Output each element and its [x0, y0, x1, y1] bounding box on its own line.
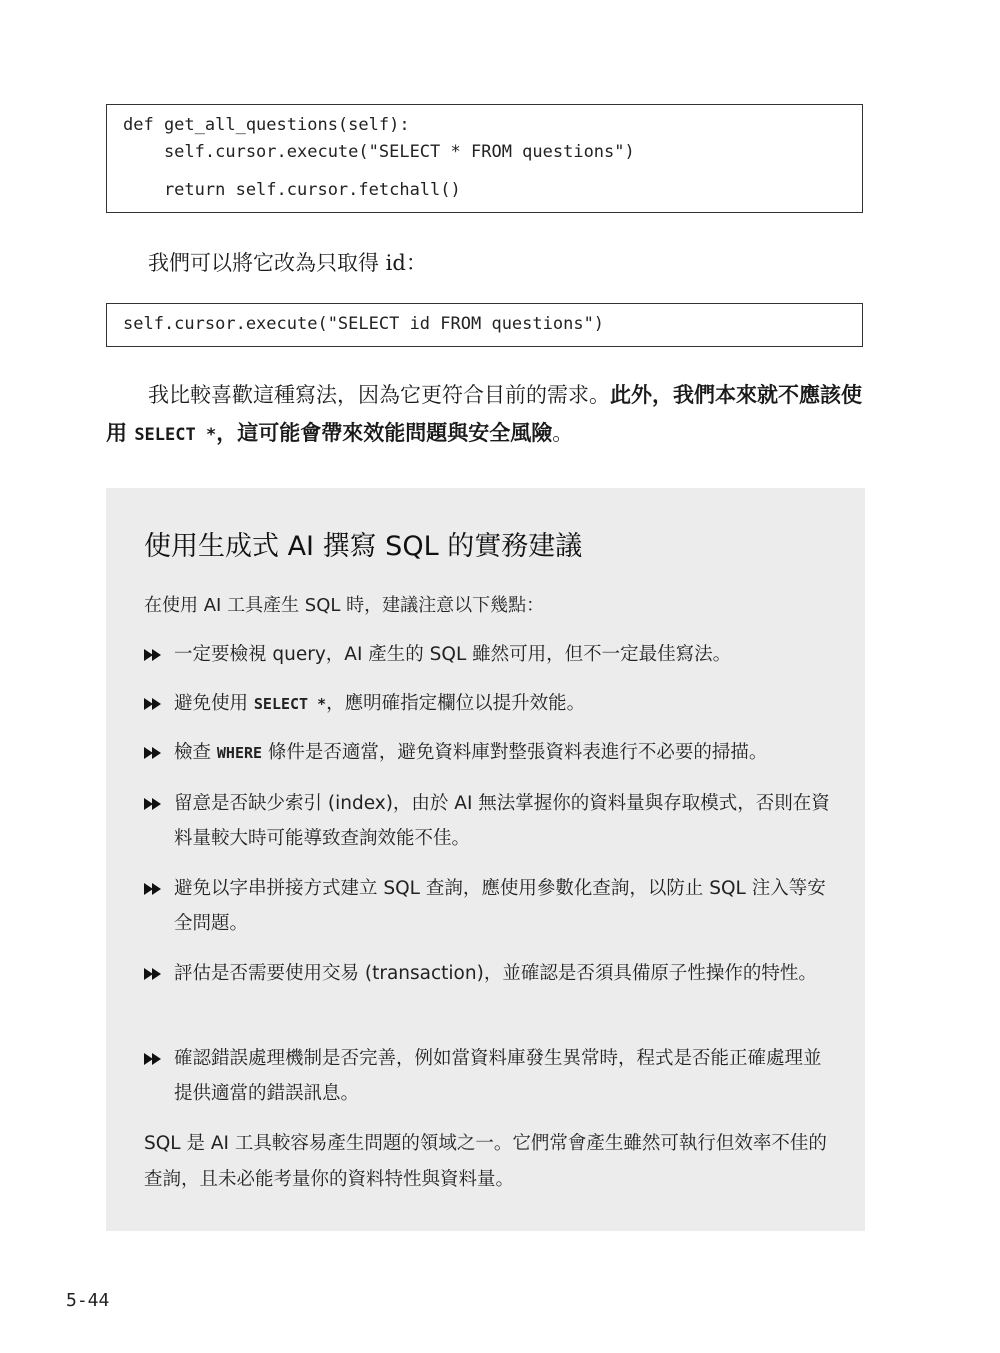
- inline-code: SELECT *: [253, 695, 327, 713]
- paragraph-bold-text: 此外，我們本來就不應該使用: [106, 382, 862, 445]
- list-item-text: 避免以字串拼接方式建立 SQL 查詢，應使用參數化查詢，以防止 SQL 注入等安全問題。: [174, 878, 826, 934]
- paragraph-normal-text: 我比較喜歡這種寫法，因為它更符合目前的需求。: [148, 383, 610, 407]
- paragraph-preference: [106, 376, 866, 454]
- double-arrow-icon: [144, 882, 164, 896]
- sidebar-conclusion: SQL 是 AI 工具較容易產生問題的領域之一。它們常會產生雖然可執行但效率不佳的查詢，且未必能考量你的資料特性與資料量。: [144, 1133, 827, 1190]
- tip-sidebar: [106, 488, 865, 1231]
- list-item-text-part: ，應明確指定欄位以提升效能。: [326, 693, 586, 714]
- list-item-text: [174, 735, 834, 771]
- code-line: self.cursor.execute("SELECT * FROM questions"): [123, 142, 635, 162]
- list-item: [144, 686, 834, 722]
- list-item-text-part: 檢查: [174, 742, 217, 763]
- code-line: def get_all_questions(self):: [123, 115, 410, 135]
- list-item-text-part: 避免使用: [174, 693, 254, 714]
- list-item: [144, 637, 834, 672]
- list-item: [144, 786, 834, 856]
- list-item-text: 評估是否需要使用交易 (transaction)，並確認是否須具備原子性操作的特性。: [174, 963, 817, 984]
- code-block-select-id: [106, 303, 863, 347]
- double-arrow-icon: [144, 697, 164, 711]
- double-arrow-icon: [144, 1052, 164, 1066]
- double-arrow-icon: [144, 797, 164, 811]
- list-item: [144, 1041, 834, 1111]
- list-item-text: 留意是否缺少索引 (index)，由於 AI 無法掌握你的資料量與存取模式，否則在資料量較大時可能導致查詢效能不佳。: [174, 793, 830, 849]
- inline-code: SELECT *: [134, 425, 217, 445]
- sidebar-intro: 在使用 AI 工具產生 SQL 時，建議注意以下幾點：: [144, 595, 545, 616]
- list-item: [144, 956, 834, 991]
- sidebar-title: 使用生成式 AI 撰寫 SQL 的實務建議: [144, 531, 583, 562]
- list-item-text-part: 條件是否適當，避免資料庫對整張資料表進行不必要的掃描。: [262, 742, 768, 763]
- paragraph-text: 我們可以將它改為只取得 id：: [148, 251, 427, 275]
- code-line: self.cursor.execute("SELECT id FROM questions"): [123, 314, 605, 334]
- list-item: [144, 871, 834, 941]
- paragraph-end: 。: [552, 421, 574, 445]
- double-arrow-icon: [144, 746, 164, 760]
- list-item-text: 確認錯誤處理機制是否完善，例如當資料庫發生異常時，程式是否能正確處理並提供適當的錯誤訊息。: [174, 1048, 822, 1104]
- paragraph-bold-text: ，這可能會帶來效能問題與安全風險: [216, 420, 553, 445]
- list-item: [144, 735, 834, 771]
- code-block-get-all-questions: [106, 104, 863, 213]
- inline-code: WHERE: [216, 744, 263, 762]
- list-item-text: [174, 686, 834, 722]
- list-item-text: 一定要檢視 query，AI 產生的 SQL 雖然可用，但不一定最佳寫法。: [174, 644, 732, 665]
- double-arrow-icon: [144, 967, 164, 981]
- code-line: return self.cursor.fetchall(): [123, 180, 461, 200]
- double-arrow-icon: [144, 648, 164, 662]
- paragraph-intro: [106, 244, 866, 282]
- page-number: 5-44: [66, 1290, 110, 1311]
